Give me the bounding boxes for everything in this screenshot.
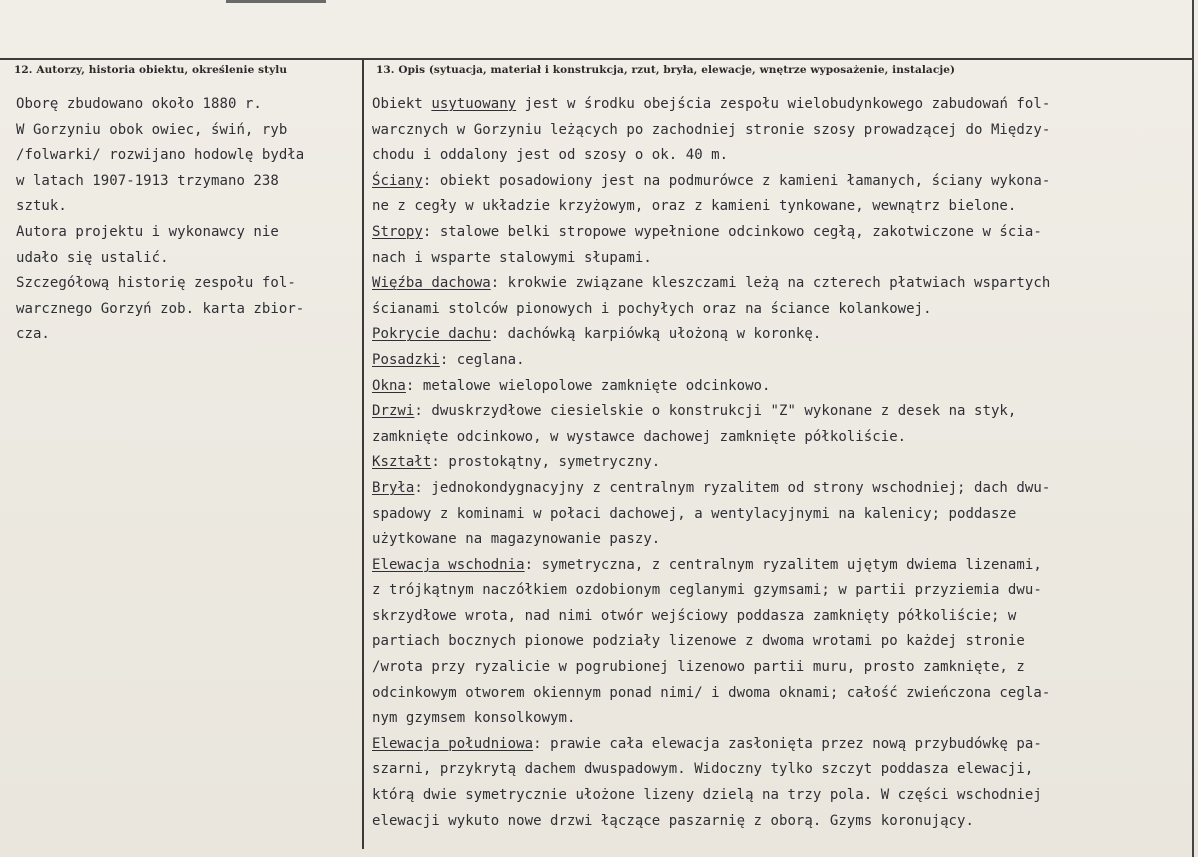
underlined-heading: Drzwi — [372, 403, 415, 420]
description-text-line — [372, 783, 1050, 809]
description-text-line — [372, 655, 1050, 681]
underlined-heading: Bryła — [372, 479, 415, 496]
underlined-heading: Pokrycie dachu — [372, 326, 491, 343]
history-text-line: Oborę zbudowano około 1880 r. — [16, 96, 262, 112]
underlined-heading: Więźba dachowa — [372, 275, 491, 292]
description-text-run: z trójkątnym naczółkiem ozdobionym ceglanymi gzymsami; w partii przyziemia dwu- — [372, 582, 1042, 599]
description-text-line — [372, 732, 1050, 758]
description-text-run: skrzydłowe wrota, nad nimi otwór wejściowy poddasza zamknięty półkoliście; w — [372, 607, 1017, 624]
description-text-line — [372, 143, 1050, 169]
description-text-line — [372, 297, 1050, 323]
description-text-line — [372, 92, 1050, 118]
description-text-line — [372, 322, 1050, 348]
history-text-line: sztuk. — [16, 198, 67, 215]
description-text-run: odcinkowym otworem okiennym ponad nimi/ i dwoma oknami; całość zwieńczona cegla- — [372, 684, 1051, 701]
description-text-line — [372, 348, 1050, 374]
history-text-line: Szczegółową historię zespołu fol- — [16, 275, 296, 292]
history-text-column — [16, 92, 304, 348]
description-text-run: elewacji wykuto nowe drzwi łączące paszarnię z oborą. Gzyms koronujący. — [372, 812, 974, 829]
column-divider-line — [362, 59, 364, 849]
description-text-run: : symetryczna, z centralnym ryzalitem ujętym dwiema lizenami, — [524, 556, 1042, 573]
description-text-line — [372, 246, 1050, 272]
underlined-heading: Kształt — [372, 454, 432, 471]
underlined-heading: Ściany — [372, 172, 423, 189]
section-13-header: 13. Opis (sytuacja, materiał i konstrukcja, rzut, bryła, elewacje, wnętrze wyposażenie, instalacje) — [376, 64, 956, 76]
description-text-run: użytkowane na magazynowanie paszy. — [372, 531, 661, 548]
description-text-line — [372, 681, 1050, 707]
history-text-line: udało się ustalić. — [16, 249, 169, 266]
description-text-run: szarni, przykrytą dachem dwuspadowym. Widoczny tylko szczyt poddasza elewacji, — [372, 761, 1034, 778]
description-text-run: : obiekt posadowiony jest na podmurówce z kamieni łamanych, ściany wykona- — [422, 172, 1051, 189]
top-edge-mark — [226, 0, 326, 3]
description-text-run: zamknięte odcinkowo, w wystawce dachowej zamknięte półkoliście. — [372, 428, 907, 445]
history-text-line: Autora projektu i wykonawcy nie — [16, 223, 279, 240]
description-text-run: nach i wsparte stalowymi słupami. — [372, 249, 652, 266]
history-text-line: W Gorzyniu obok owiec, świń, ryb — [16, 121, 288, 138]
underlined-heading: Elewacja południowa — [372, 735, 534, 752]
underlined-heading: Okna — [372, 377, 406, 394]
description-text-line — [372, 374, 1050, 400]
description-text-run: : krokwie związane kleszczami leżą na czterech płatwiach wspartych — [490, 275, 1051, 292]
description-text-line — [372, 399, 1050, 425]
history-text-line: cza. — [16, 326, 50, 343]
description-text-line — [372, 553, 1050, 579]
description-text-line — [372, 118, 1050, 144]
description-text-line — [372, 271, 1050, 297]
description-text-run: : prawie cała elewacja zasłonięta przez nową przybudówkę pa- — [533, 735, 1042, 752]
description-text-line — [372, 706, 1050, 732]
description-text-run: ne z cegły w układzie krzyżowym, oraz z kamieni tynkowane, wewnątrz bielone. — [372, 198, 1017, 215]
description-text-run: którą dwie symetrycznie ułożone lizeny dzielą na trzy pola. W części wschodniej — [372, 787, 1042, 804]
description-text-line — [372, 502, 1050, 528]
description-text-run: partiach bocznych pionowe podziały lizenowe z dwoma wrotami po każdej stronie — [372, 633, 1025, 650]
description-text-line — [372, 809, 1050, 835]
description-text-run: : jednokondygnacyjny z centralnym ryzalitem od strony wschodniej; dach dwu- — [414, 479, 1051, 496]
description-text-line — [372, 450, 1050, 476]
description-text-line — [372, 757, 1050, 783]
description-text-line — [372, 578, 1050, 604]
description-text-line — [372, 629, 1050, 655]
description-text-column — [372, 92, 1050, 834]
description-text-run: /wrota przy ryzalicie w pogrubionej lizenowo partii muru, prosto zamknięte, z — [372, 659, 1025, 676]
description-text-run: : prostokątny, symetryczny. — [431, 454, 661, 471]
right-border-line — [1192, 0, 1194, 857]
description-text-line — [372, 476, 1050, 502]
description-text-run: : metalowe wielopolowe zamknięte odcinkowo. — [405, 377, 771, 394]
description-text-line — [372, 604, 1050, 630]
description-text-line — [372, 425, 1050, 451]
underlined-heading: Elewacja wschodnia — [372, 556, 525, 573]
history-text-line: /folwarki/ rozwijano hodowlę bydła — [16, 147, 305, 164]
description-text-run: warcznych w Gorzyniu leżących po zachodniej stronie szosy prowadzącej do Między- — [372, 121, 1051, 138]
underlined-heading: Posadzki — [372, 351, 440, 368]
description-text-run: chodu i oddalony jest od szosy o ok. 40 m. — [372, 147, 729, 164]
underlined-heading: usytuowany — [431, 96, 517, 112]
description-text-run: : ceglana. — [439, 351, 525, 368]
description-text-line — [372, 194, 1050, 220]
description-text-run: : dwuskrzydłowe ciesielskie o konstrukcji "Z" wykonane z desek na styk, — [414, 403, 1017, 420]
description-text-run: ścianami stolców pionowych i pochyłych oraz na ściance kolankowej. — [372, 300, 932, 317]
description-text-line — [372, 220, 1050, 246]
description-text-run: : dachówką karpiówką ułożoną w koronkę. — [490, 326, 822, 343]
history-text-line: warcznego Gorzyń zob. karta zbior- — [16, 300, 305, 317]
description-text-run: : stalowe belki stropowe wypełnione odcinkowo cegłą, zakotwiczone w ścia- — [422, 223, 1042, 240]
underlined-heading: Stropy — [372, 223, 423, 240]
history-text-line: w latach 1907-1913 trzymano 238 — [16, 172, 279, 189]
description-text-run: nym gzymsem konsolkowym. — [372, 710, 576, 727]
description-text-line — [372, 169, 1050, 195]
description-text-line — [372, 527, 1050, 553]
description-text-run: Obiekt — [372, 96, 432, 112]
header-divider-line — [0, 58, 1192, 60]
description-text-run: jest w środku obejścia zespołu wielobudynkowego zabudowań fol- — [516, 96, 1051, 112]
section-12-header: 12. Autorzy, historia obiektu, określenie stylu — [14, 64, 288, 76]
description-text-run: spadowy z kominami w połaci dachowej, a wentylacyjnymi na kalenicy; poddasze — [372, 505, 1017, 522]
